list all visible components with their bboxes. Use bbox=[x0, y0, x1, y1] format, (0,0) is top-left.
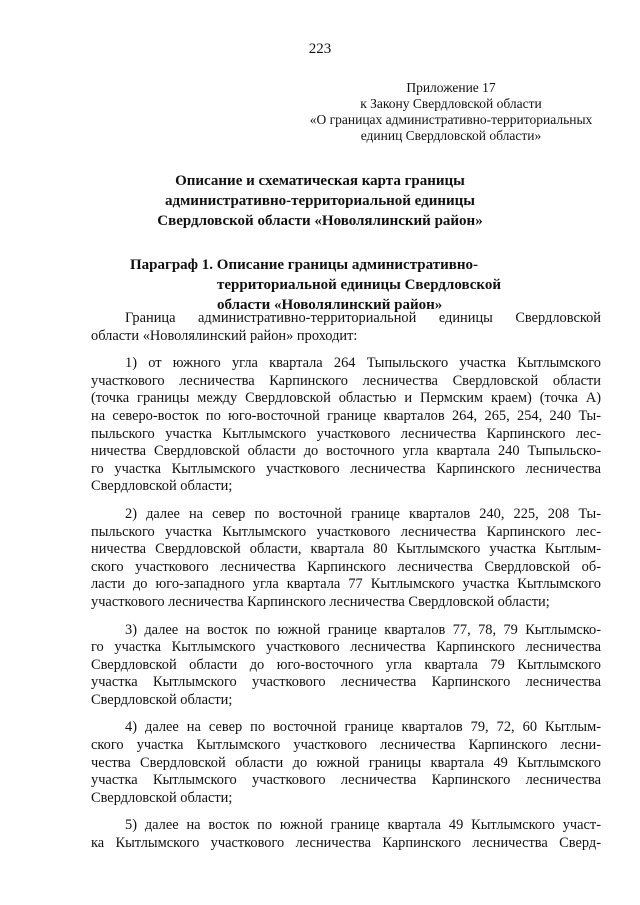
text-line: ничества Свердловской области до восточного угла квартала 240 Тыпыльско- bbox=[91, 443, 601, 460]
appendix-line: «О границах административно-территориальных bbox=[309, 112, 593, 127]
text-line: на северо-восток по юго-восточной границе кварталов 264, 265, 254, 240 Ты- bbox=[91, 407, 601, 424]
text-line: Свердловской области; bbox=[91, 691, 233, 708]
appendix-line: единиц Свердловской области» bbox=[360, 128, 542, 143]
text-line: участкового лесничества Карпинского лесничества Свердловской области bbox=[91, 372, 601, 389]
appendix-block bbox=[306, 80, 596, 144]
appendix-line: Приложение 17 bbox=[406, 80, 496, 95]
list-item bbox=[91, 506, 601, 612]
text-line: ского участка Кытлымского участкового лесничества Карпинского лесни- bbox=[91, 737, 601, 754]
heading-line: Параграф 1. Описание границы административно- bbox=[130, 257, 478, 273]
text-line: чества Свердловской области до южной границы квартала 49 Кытлымского bbox=[91, 754, 601, 771]
heading-line: территориальной единицы Свердловской bbox=[217, 277, 501, 293]
text-line: ласти до юго-западного угла квартала 77 Кытлымского участка Кытлымского bbox=[91, 576, 601, 593]
heading-line: области «Новолялинский район» bbox=[217, 297, 443, 313]
appendix-line: к Закону Свердловской области bbox=[360, 96, 542, 111]
text-line: 1) от южного угла квартала 264 Тыпыльского участка Кытлымского bbox=[125, 355, 601, 372]
text-line: Свердловской области; bbox=[91, 789, 233, 806]
text-line: участка Кытлымского участкового лесничества Карпинского лесничества bbox=[91, 772, 601, 789]
title-line: Описание и схематическая карта границы bbox=[175, 173, 465, 189]
document-title bbox=[0, 171, 640, 231]
intro-paragraph bbox=[91, 310, 601, 345]
body-text bbox=[91, 310, 601, 863]
title-line: Свердловской области «Новолялинский район» bbox=[157, 213, 483, 229]
text-line: Свердловской области до юго-восточного угла квартала 79 Кытлымского bbox=[91, 656, 601, 673]
paragraph-heading bbox=[130, 255, 570, 315]
text-line: ка Кытлымского участкового лесничества Карпинского лесничества Сверд- bbox=[91, 835, 601, 852]
text-line: 4) далее на север по восточной границе кварталов 79, 72, 60 Кытлым- bbox=[125, 719, 601, 736]
text-line: 2) далее на север по восточной границе кварталов 240, 225, 208 Ты- bbox=[125, 505, 601, 522]
text-line: ского участкового лесничества Карпинского лесничества Свердловской об- bbox=[91, 558, 601, 575]
text-line: участка Кытлымского участкового лесничества Карпинского лесничества bbox=[91, 674, 601, 691]
text-line: 5) далее на восток по южной границе квартала 49 Кытлымского участ- bbox=[125, 817, 601, 834]
list-item bbox=[91, 622, 601, 710]
list-item bbox=[91, 719, 601, 807]
list-item bbox=[91, 355, 601, 496]
text-line: пыльского участка Кытлымского участкового лесничества Карпинского лес- bbox=[91, 523, 601, 540]
text-line: пыльского участка Кытлымского участкового лесничества Карпинского лес- bbox=[91, 425, 601, 442]
text-line: 3) далее на восток по южной границе кварталов 77, 78, 79 Кытлымско- bbox=[125, 621, 601, 638]
list-item bbox=[91, 817, 601, 852]
text-line: Свердловской области; bbox=[91, 478, 233, 495]
title-line: административно-территориальной единицы bbox=[165, 193, 475, 209]
text-line: (точка границы между Свердловской областью и Пермским краем) (точка А) bbox=[91, 390, 601, 407]
text-line: ничества Свердловской области, квартала 80 Кытлымского участка Кытлым- bbox=[91, 541, 601, 558]
text-line: участкового лесничества Карпинского лесничества Свердловской области; bbox=[91, 593, 550, 610]
text-line: Граница административно-территориальной единицы Свердловской bbox=[125, 310, 601, 326]
page-number: 223 bbox=[308, 41, 332, 57]
text-line: области «Новолялинский район» проходит: bbox=[91, 327, 358, 344]
text-line: го участка Кытлымского участкового лесничества Карпинского лесничества bbox=[91, 639, 601, 656]
text-line: го участка Кытлымского участкового лесничества Карпинского лесничества bbox=[91, 460, 601, 477]
